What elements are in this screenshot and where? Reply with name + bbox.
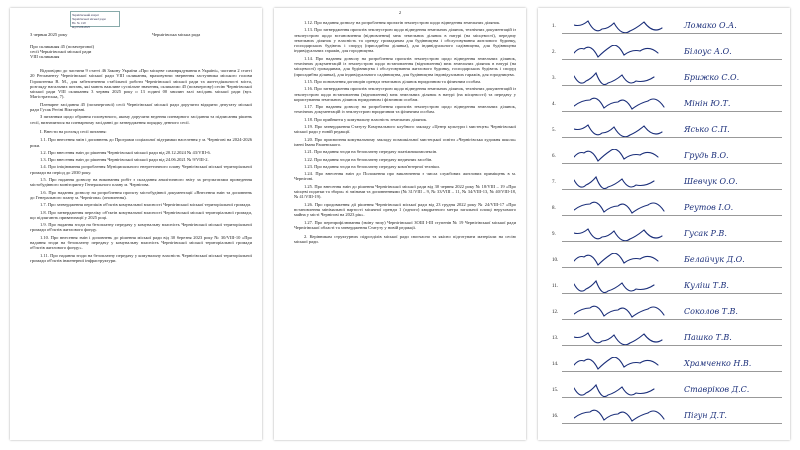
signature-row-number: 13. <box>552 336 559 341</box>
signature-row-number: 10. <box>552 258 559 263</box>
signature-row-number: 5. <box>552 128 556 133</box>
signature-row <box>552 230 782 242</box>
intro-line: Про скликання 45 (позачергової) <box>30 44 95 49</box>
signature-row-number: 15. <box>552 388 559 393</box>
signature-row-number: 12. <box>552 310 559 315</box>
agenda-item: 1.2. Про внесення змін до рішення Чернігівської міської ради від 20.12.2024 № 43/VIII-6. <box>40 149 211 155</box>
signatory-name: Соколов Т.В. <box>684 307 738 316</box>
signature-row <box>552 204 782 216</box>
signature-row <box>552 308 782 320</box>
agenda-item: 1.4. Про ініціювання розроблення Муніципального енергетичного плану Чернігівської міської територіальної громади на період до 2030 року. <box>30 164 252 175</box>
agenda-item: 1.17. Про надання дозволу на розроблення проєктів землеустрою щодо відведення земельних ділянок, технічних документацій із землеустрою юридичним та фізичним особам. <box>294 104 516 115</box>
signatory-name: Пігун Д.Т. <box>684 411 727 420</box>
signatory-name: Куліш Т.В. <box>684 281 729 290</box>
signature-row <box>552 152 782 164</box>
document-body <box>294 20 516 245</box>
agenda-item: 1.26. Про продовження дії рішення Чернігівської міської ради від 23 грудня 2022 року № 24/VIII-17 «Про встановлення мінімальної вартості місячної оренди 1 (одного) квадратного метра загальної площі нерухомого майна у місті Чернігові на 2023 рік». <box>294 201 516 218</box>
agenda-item: 1.5. Про надання дозволу на виконання робіт з складання аналітичного звіту за результатами проведення містобудівного моніторингу Генерального плану м. Чернігова. <box>30 177 252 188</box>
signatory-name: Грудь В.О. <box>684 151 729 160</box>
signature-row <box>552 360 782 372</box>
signature-row <box>552 412 782 424</box>
signatory-name: Ясько С.П. <box>684 125 730 134</box>
signature-row <box>552 178 782 190</box>
agenda-item: 1.20. Про присвоєння комунальному закладу позашкільної мистецької освіти «Чернігівська художня школа» імені Івана Рашевського. <box>294 136 516 147</box>
signature-underline <box>562 215 782 216</box>
stamp-line: Вх. № 1/20 <box>72 21 86 25</box>
signature-row <box>552 100 782 112</box>
signatory-name: Пашко Т.В. <box>684 333 732 342</box>
agenda-item: 1.8. Про затвердження переліку об'єктів комунальної власності Чернігівської міської територіальної громади, що підлягають приватизації у 2025 році. <box>30 209 252 220</box>
signature-row <box>552 334 782 346</box>
registration-stamp <box>70 11 120 27</box>
intro-line: VIII скликання <box>30 54 60 60</box>
agenda-item: 1.12. Про надання дозволу на розроблення проєктів землеустрою щодо відведення земельних ділянок. <box>304 20 501 25</box>
stamp-line: Чернігівської міської ради <box>72 17 106 21</box>
signature-row <box>552 386 782 398</box>
signature-row <box>552 126 782 138</box>
document-date: 3 червня 2025 року <box>30 32 68 37</box>
signature-underline <box>562 163 782 164</box>
agenda-item: 1.24. Про внесення змін до Положення про виключення з числа службових житлових приміщень в м. Чернігові. <box>294 171 516 182</box>
agenda-item: 1.7. Про затвердження переліків об'єктів комунальної власності Чернігівської міської територіальної громади. <box>40 202 252 208</box>
agenda-item: 1.10. Про внесення змін і доповнень до рішення міської ради від 30 березня 2023 року № 30/VIII-10 «Про надання згоди на безоплатну передачу у комунальну власність Чернігівської міської територіальної громади об'єктів житлового фонду». <box>30 234 252 251</box>
section-title: I. Внести на розгляд сесії питання: <box>40 128 107 134</box>
agenda-item: 1.11. Про надання згоди на безоплатну передачу у комунальну власність Чернігівської міської територіальної громади об'єктів інженерної інфраструктури. <box>30 252 252 263</box>
signature-row <box>552 22 782 34</box>
signatory-name: Белайчук Д.О. <box>684 255 745 264</box>
signature-underline <box>562 111 782 112</box>
agenda-item: 1.1. Про внесення змін і доповнень до Програми соціальної підтримки населення у м. Чернігові на 2024-2026 роки. <box>30 137 252 148</box>
agenda-item: 1.9. Про надання згоди на безоплатну передачу у комунальну власність Чернігівської міської територіальної громади об'єктів житлового фонду. <box>30 222 252 233</box>
signature-underline <box>562 319 782 320</box>
signatory-name: Шевчук О.О. <box>684 177 738 186</box>
document-intro <box>30 44 94 60</box>
signature-row-number: 9. <box>552 232 556 237</box>
body-paragraph: Відповідно до частини 9 статті 46 Закону України «Про місцеве самоврядування в Україні», частини 2 статті 20 Регламенту Чернігівської міської ради VIII скликання, враховуючи звернення заступника міського голови Гороштенка В. М., для забезпечення стабільної роботи Чернігівської міської ради та життєдіяльності міста, розгляду нагальних питань, які мають важливе суспільне значення, скликаємо 45 (позачергову) сесію Чернігівської міської ради VIII скликання 3 червня 2025 року о 13 годині 00 хвилин залі засідань міської ради (вул. Магістратська, 7). <box>30 68 252 100</box>
stamp-line: від 03.06.2025 <box>72 25 91 29</box>
body-paragraph: З питанням щодо обрання головуючого, якому доручити ведення пленарного засідання та підписання рішень сесії, визначитися на пленарному засіданні до затвердження порядку денного сесії. <box>30 114 252 125</box>
agenda-item: 1.22. Про надання згоди на безоплатну передачу медичних засобів. <box>304 156 433 162</box>
signatory-name: Білоус А.О. <box>684 47 732 56</box>
signatory-name: Ставріков Д.С. <box>684 385 750 394</box>
signature-underline <box>562 293 782 294</box>
document-city: Чернігівська міська рада <box>152 32 201 37</box>
signature-row-number: 6. <box>552 154 556 159</box>
agenda-item: 1.15. Про поновлення договорів оренди земельних ділянок юридичним та фізичним особам. <box>304 78 482 84</box>
signature-row-number: 14. <box>552 362 559 367</box>
document-page-2 <box>274 8 526 440</box>
signatory-name: Гусак Р.В. <box>684 229 727 238</box>
agenda-item: 1.14. Про надання дозволу на розроблення проєктів землеустрою щодо відведення земельних ділянок, технічних документацій із землеустрою щодо встановлення (відновлення) меж земельних ділянок в натурі (на місцевості) громадянам, для будівництва і обслуговування житлового будинку, господарських будівель і споруд (присадибна ділянка), для індивідуального садівництва, для будівництва індивідуальних гаражів, для городництва. <box>294 55 516 77</box>
signature-underline <box>562 267 782 268</box>
agenda-item: 1.18. Про прийняття у комунальну власність земельних ділянок. <box>304 116 428 122</box>
signatory-name: Храмченко Н.В. <box>684 359 752 368</box>
signature-row-number: 3. <box>552 76 556 81</box>
signature-underline <box>562 189 782 190</box>
signature-underline <box>562 371 782 372</box>
signature-row-number: 2. <box>552 50 556 55</box>
signature-underline <box>562 33 782 34</box>
signatory-name: Мінін Ю.Т. <box>684 99 731 108</box>
stamp-line: Чернігівський апарат <box>72 13 100 17</box>
signature-row <box>552 282 782 294</box>
agenda-item: 1.6. Про надання дозволу на розроблення проєкту містобудівної документації «Внесення змін та доповнень до Генерального плану м. Чернігова» (оновлення). <box>30 189 252 200</box>
document-page-1 <box>10 8 262 440</box>
signature-underline <box>562 345 782 346</box>
agenda-item: 1.19. Про затвердження Статуту Комунального клубного закладу «Центр культури і мистецтв» Чернігівської міської ради у новій редакції. <box>294 124 516 135</box>
closing-paragraph: 2. Керівникам структурних підрозділів міської ради своєчасно та якісно підготувати матеріали на сесію міської ради. <box>294 234 516 245</box>
signatory-name: Брижко С.О. <box>684 73 740 82</box>
signature-underline <box>562 137 782 138</box>
agenda-item: 1.23. Про надання згоди на безоплатну передачу комп'ютерної техніки. <box>304 163 440 169</box>
agenda-item: 1.27. Про перепрофілювання (зміну типу) Чернігівської ЗОШ І-ІІІ ступенів № 19 Чернігівської міської ради Чернігівської області та затвердження Статуту у новій редакції. <box>294 219 516 230</box>
document-page-3-signatures <box>538 8 790 440</box>
document-body <box>30 68 252 265</box>
signature-row-number: 16. <box>552 414 559 419</box>
signatory-name: Реутов І.О. <box>684 203 734 212</box>
signature-row <box>552 74 782 86</box>
signature-row-number: 8. <box>552 206 556 211</box>
signature-row-number: 1. <box>552 24 556 29</box>
agenda-item: 1.21. Про надання згоди на безоплатну передачу платіжнокомплексів. <box>304 149 438 155</box>
body-paragraph: Пленарне засідання 45 (позачергової) сесії Чернігівської міської ради доручити відкрити депутату міської ради Гусак Регіні Вікторівні. <box>30 101 252 113</box>
signature-row <box>552 48 782 60</box>
signature-row-number: 7. <box>552 180 556 185</box>
intro-line: сесії Чернігівської міської ради <box>30 49 92 55</box>
page-number: 2 <box>398 10 402 15</box>
signature-underline <box>562 85 782 86</box>
signature-underline <box>562 59 782 60</box>
signature-row-number: 11. <box>552 284 559 289</box>
signature-row-number: 4. <box>552 102 556 107</box>
signature-underline <box>562 397 782 398</box>
signature-underline <box>562 241 782 242</box>
agenda-item: 1.16. Про затвердження проєктів землеустрою щодо відведення земельних ділянок, технічних документацій із землеустрою щодо встановлення (відновлення) меж земельних ділянок в натурі (на місцевості) та передачу у користування земельних ділянок юридичним і фізичним особам. <box>294 86 516 102</box>
agenda-item: 1.13. Про затвердження проєктів землеустрою щодо відведення земельних ділянок, технічних документацій із землеустрою щодо встановлення (відновлення) меж земельних ділянок в натурі (на місцевості), передачу земельних ділянок у власність та оренду громадянам для будівництва і обслуговування житлового будинку, господарських будівель і споруд (присадибна ділянка), для індивідуального садівництва, для будівництва індивідуальних гаражів, для городництва. <box>294 27 516 54</box>
agenda-item: 1.3. Про внесення змін до рішення Чернігівської міської ради від 24.06.2021 № 9/VIII-2. <box>40 157 209 163</box>
agenda-item: 1.25. Про внесення змін до рішення Чернігівської міської ради від 30 червня 2022 року № 18/VIII – 19 «Про місцеві податки та збори» зі змінами та доповненнями (№ 31/VIII – 9, № 33/VIII – 11, № 34/VIII-13, № 40/VIII-18, № 41/VIII-19). <box>294 183 516 200</box>
signatory-name: Ломако О.А. <box>684 21 737 30</box>
signature-underline <box>562 423 782 424</box>
signature-row <box>552 256 782 268</box>
